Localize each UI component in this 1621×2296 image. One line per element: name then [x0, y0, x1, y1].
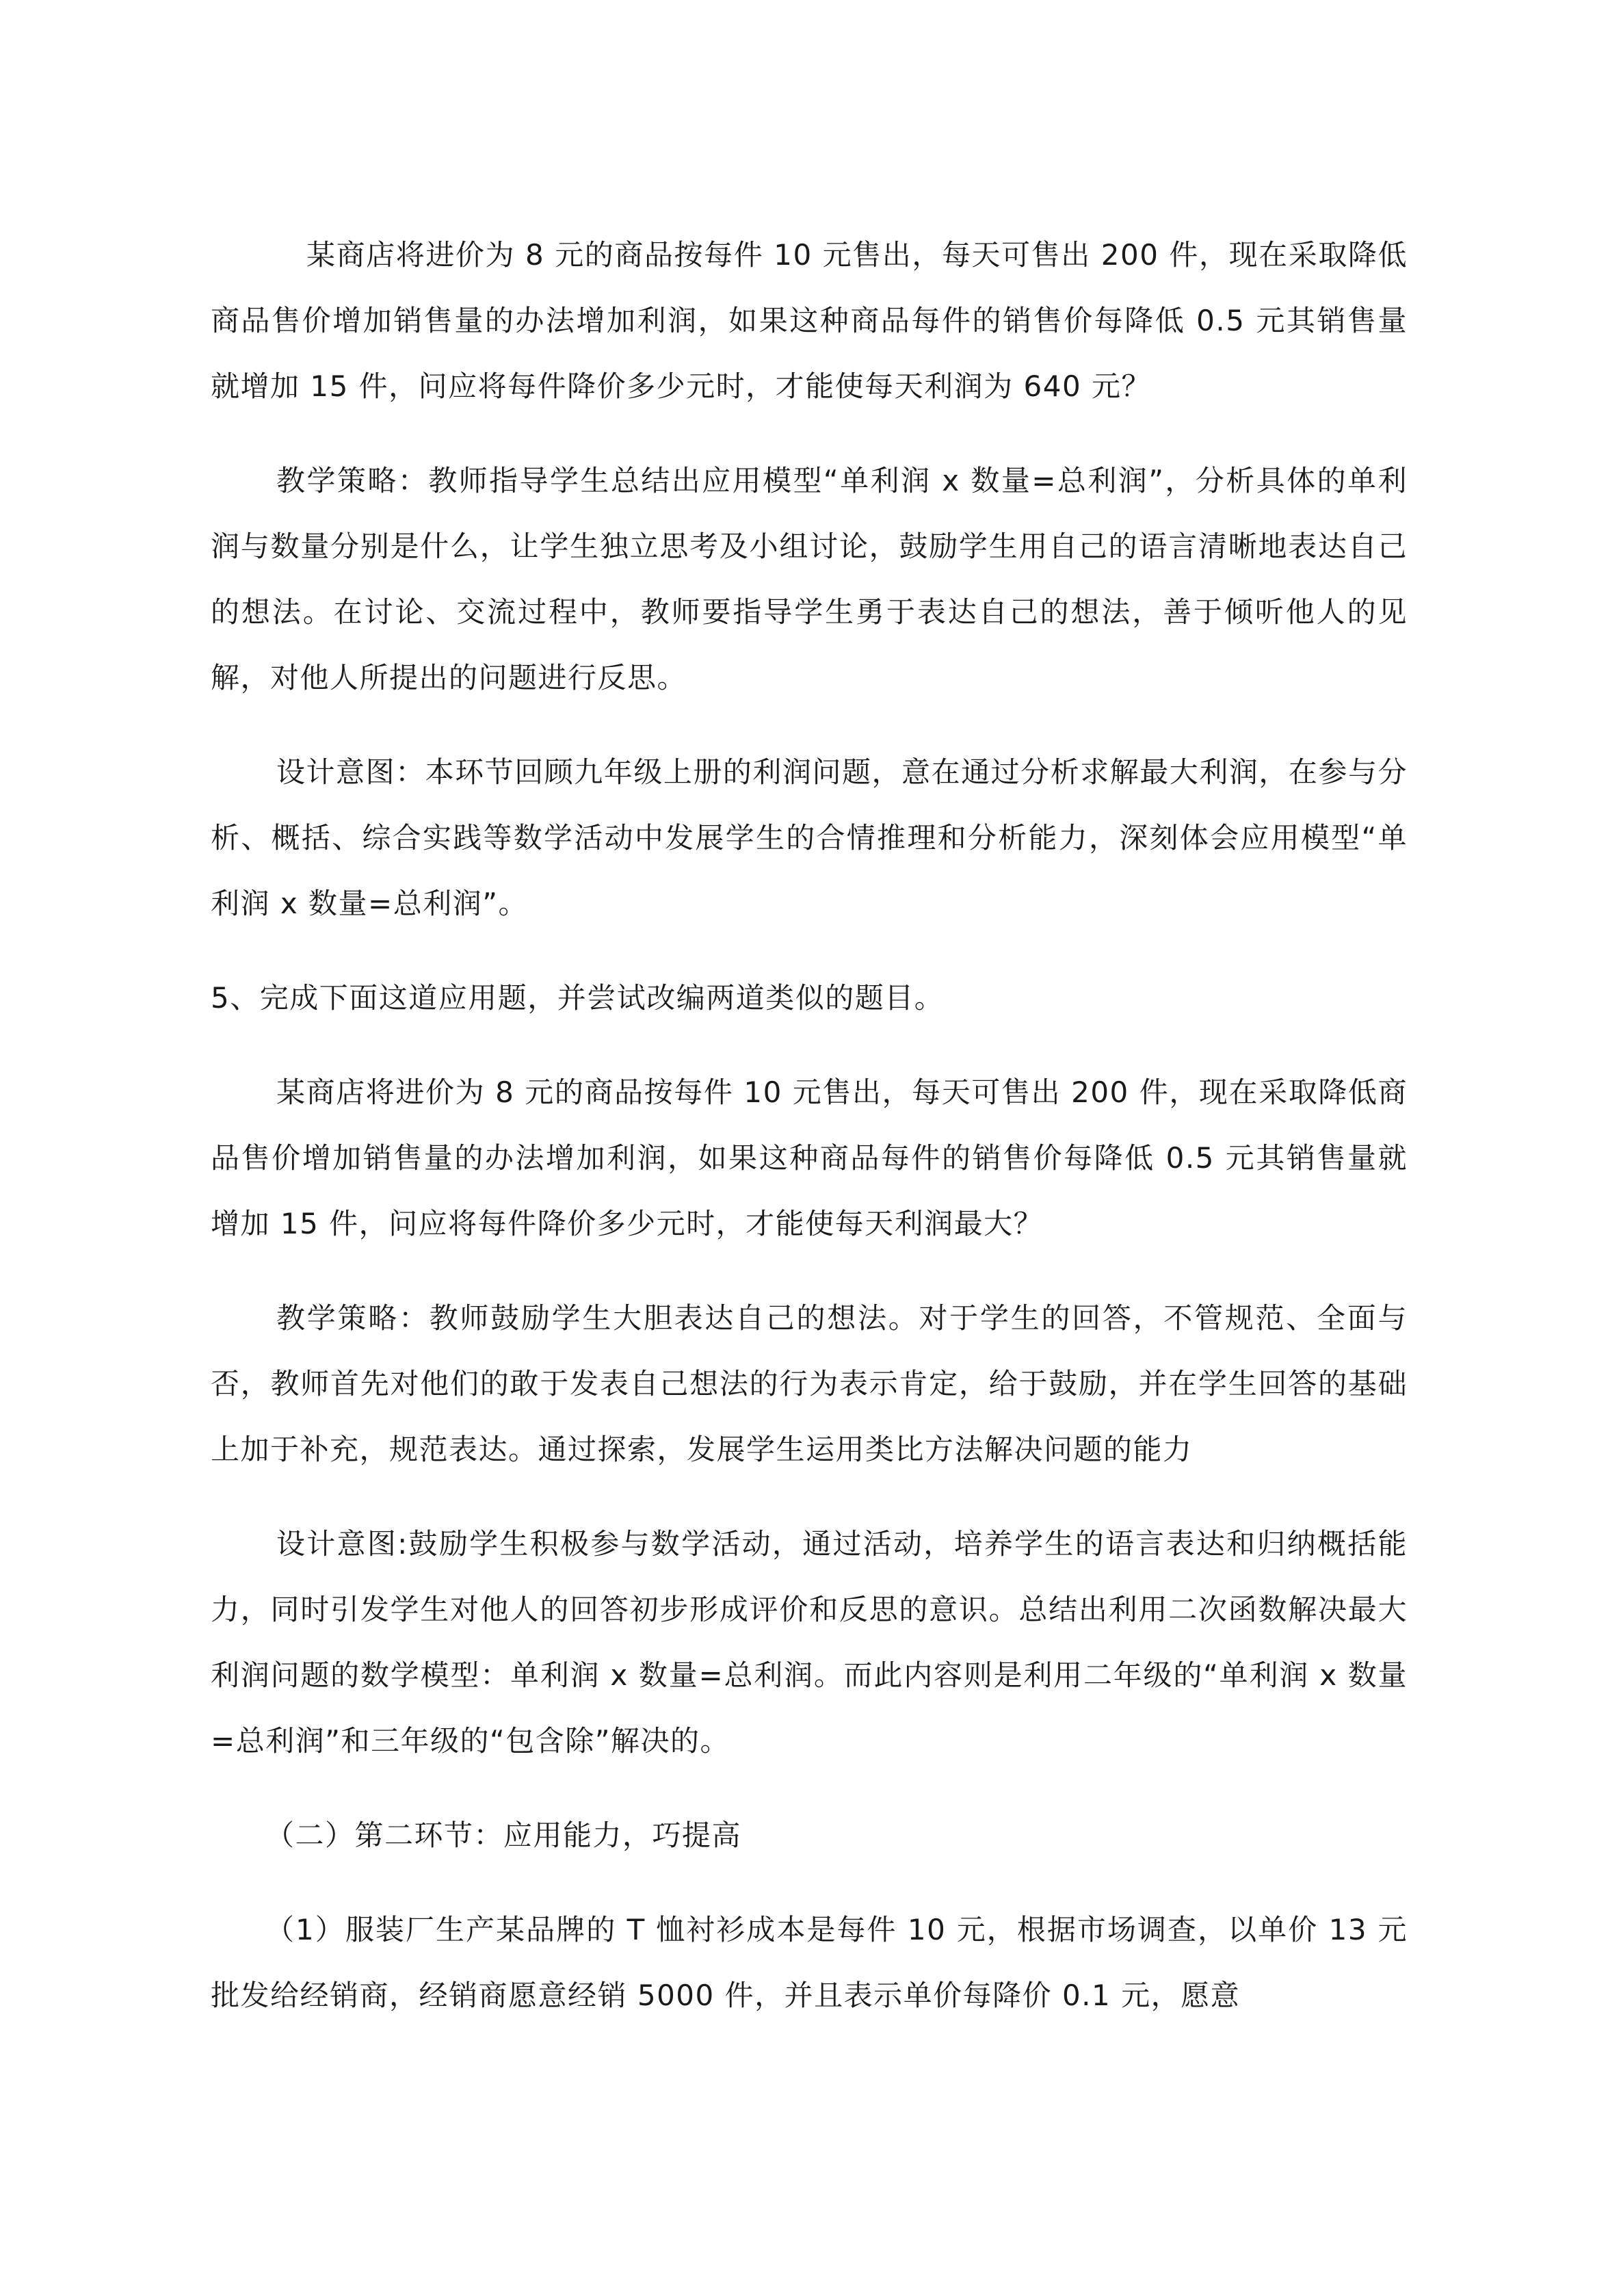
- paragraph-problem-640: 某商店将进价为 8 元的商品按每件 10 元售出，每天可售出 200 件，现在采取降低商品售价增加销售量的办法增加利润，如果这种商品每件的销售价每降低 0.5 元其销售量就增加 15 件，问应将每件降价多少元时，才能使每天利润为 640 元？: [211, 238, 1408, 403]
- paragraph-task-5: 5、完成下面这道应用题，并尝试改编两道类似的题目。: [211, 981, 945, 1015]
- document-body: [211, 222, 1408, 2028]
- section-heading-second-part: （二）第二环节：应用能力，巧提高: [265, 1818, 742, 1852]
- paragraph-teaching-strategy-2: 教学策略：教师鼓励学生大胆表达自己的想法。对于学生的回答，不管规范、全面与否，教师首先对他们的敢于发表自己想法的行为表示肯定，给于鼓励，并在学生回答的基础上加于补充，规范表达。通过探索，发展学生运用类比方法解决问题的能力: [211, 1301, 1408, 1466]
- paragraph-design-intent-1: 设计意图：本环节回顾九年级上册的利润问题，意在通过分析求解最大利润，在参与分析、概括、综合实践等数学活动中发展学生的合情推理和分析能力，深刻体会应用模型“单利润 x 数量=总利润”。: [211, 755, 1408, 920]
- paragraph-design-intent-2: 设计意图:鼓励学生积极参与数学活动，通过活动，培养学生的语言表达和归纳概括能力，同时引发学生对他人的回答初步形成评价和反思的意识。总结出利用二次函数解决最大利润问题的数学模型：单利润 x 数量=总利润。而此内容则是利用二年级的“单利润 x 数量=总利润”和三年级的“包含除”解决的。: [211, 1527, 1408, 1758]
- paragraph-problem-max-profit: 某商店将进价为 8 元的商品按每件 10 元售出，每天可售出 200 件，现在采取降低商品售价增加销售量的办法增加利润，如果这种商品每件的销售价每降低 0.5 元其销售量就增加 15 件，问应将每件降价多少元时，才能使每天利润最大？: [211, 1075, 1408, 1240]
- paragraph-teaching-strategy-1: 教学策略：教师指导学生总结出应用模型“单利润 x 数量=总利润”，分析具体的单利润与数量分别是什么，让学生独立思考及小组讨论，鼓励学生用自己的语言清晰地表达自己的想法。在讨论、交流过程中，教师要指导学生勇于表达自己的想法，善于倾听他人的见解，对他人所提出的问题进行反思。: [211, 464, 1408, 694]
- paragraph-tshirt-problem: （1）服装厂生产某品牌的 T 恤衬衫成本是每件 10 元，根据市场调查，以单价 13 元批发给经销商，经销商愿意经销 5000 件，并且表示单价每降价 0.1 元，愿意: [211, 1913, 1408, 2012]
